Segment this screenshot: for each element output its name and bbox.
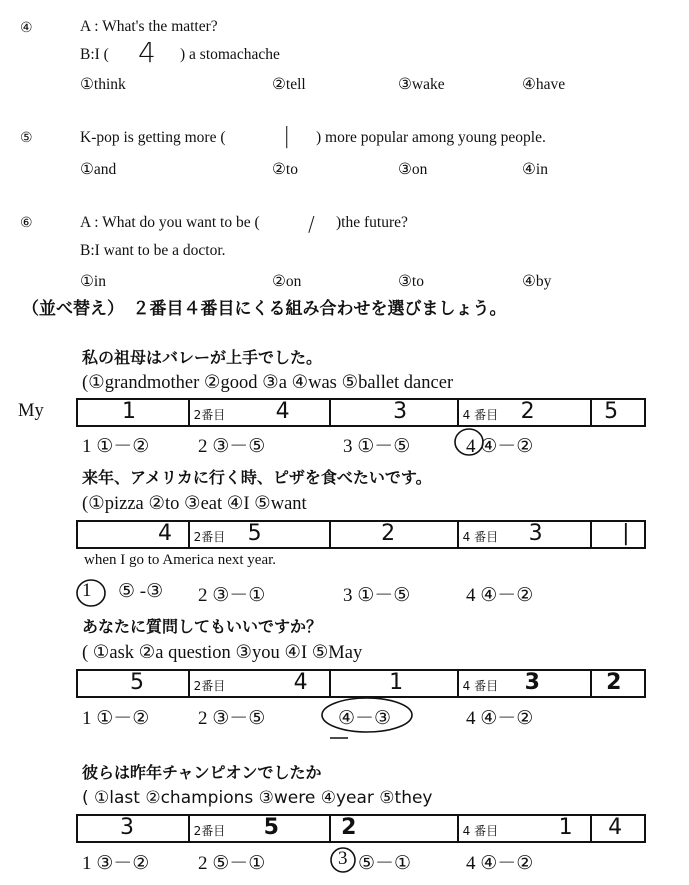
option-4: ④have <box>522 76 566 93</box>
handwritten-answer: 5 <box>263 815 279 840</box>
handwritten-answer: 2 <box>381 521 396 546</box>
handwritten-answer: 5 <box>604 399 619 424</box>
handwritten-answer: 4 <box>275 399 290 424</box>
question-line-b-post: ) a stomachache <box>180 46 280 63</box>
option-2: ②to <box>272 161 298 178</box>
handwritten-answer: 4 <box>608 815 623 840</box>
answer-circle-mark <box>455 429 483 455</box>
choice-3: ④－③ <box>338 708 392 729</box>
option-3: ③to <box>398 273 424 290</box>
handwritten-answer: 5 <box>247 521 262 546</box>
question-number: ⑤ <box>20 131 33 146</box>
section-title: （並べ替え） ２番目４番目にくる組み合わせを選びましょう。 <box>22 299 507 319</box>
handwritten-answer: 1 <box>122 399 136 424</box>
handwritten-answer: 2 <box>520 399 535 424</box>
word-bank: ( ①last ②champions ③were ④year ⑤they <box>82 788 433 808</box>
question-text-pre: K-pop is getting more ( <box>80 129 226 146</box>
answer-circle-mark <box>331 848 355 872</box>
question-text-post: ) more popular among young people. <box>316 129 546 146</box>
option-3: ③wake <box>398 76 445 93</box>
handwritten-answer: 3 <box>524 670 540 695</box>
word-bank: ( ①ask ②a question ③you ④I ⑤May <box>82 643 363 663</box>
word-bank: (①grandmother ②good ③a ④was ⑤ballet dancer <box>82 373 454 393</box>
choice-4: 4 ④－② <box>466 436 534 457</box>
answer-circle-mark <box>77 580 105 606</box>
japanese-sentence: 来年、アメリカに行く時、ピザを食べたいです。 <box>82 468 432 487</box>
question-line-b: B:I want to be a doctor. <box>80 242 226 259</box>
handwritten-answer: 2 <box>606 670 622 695</box>
question-line-b-pre: B:I ( <box>80 46 109 63</box>
handwritten-answer: 3 <box>528 521 543 546</box>
word-bank: (①pizza ②to ③eat ④I ⑤want <box>82 494 307 514</box>
choice-2: 2 ⑤－① <box>198 853 266 874</box>
option-2: ②tell <box>272 76 306 93</box>
option-4: ④by <box>522 273 552 290</box>
choice-4: 4 ④－② <box>466 708 534 729</box>
position-label: 2番目 <box>193 408 226 422</box>
question-line-a: A : What's the matter? <box>80 18 218 35</box>
choice-1-text: ⑤ -③ <box>118 581 164 602</box>
handwritten-answer: 2 <box>341 815 357 840</box>
handwritten-answer: 1 <box>389 670 404 695</box>
option-1: ①think <box>80 76 126 93</box>
choice-1: 1 ③－② <box>82 853 150 874</box>
handwritten-answer: 3 <box>120 815 134 840</box>
option-2: ②on <box>272 273 302 290</box>
choice-4: 4 ④－② <box>466 853 534 874</box>
position-label: 4 番目 <box>462 679 499 693</box>
choice-2: 2 ③－① <box>198 585 266 606</box>
choice-3: 3 ①－⑤ <box>343 585 411 606</box>
question-text-post: )the future? <box>336 214 408 231</box>
choice-2: 2 ③－⑤ <box>198 708 266 729</box>
handwritten-answer: 4 <box>293 670 308 695</box>
choice-3-number: 3 <box>338 848 348 869</box>
position-label: 2番目 <box>193 679 226 693</box>
choice-1: 1 ①－② <box>82 708 150 729</box>
handwritten-answer: | <box>283 124 291 149</box>
option-1: ①and <box>80 161 117 178</box>
handwritten-answer: / <box>308 212 315 236</box>
choice-1: 1 <box>82 580 92 601</box>
handwritten-answer: | <box>622 521 630 546</box>
sentence-prefix: My <box>18 401 44 421</box>
sentence-suffix: when I go to America next year. <box>84 552 277 568</box>
answer-circle-mark <box>322 698 412 732</box>
handwritten-answer: 4 <box>158 521 172 546</box>
option-4: ④in <box>522 161 548 178</box>
choice-4: 4 ④－② <box>466 585 534 606</box>
handwritten-answer: 1 <box>558 815 573 840</box>
japanese-sentence: あなたに質問してもいいですか？ <box>82 617 323 636</box>
position-label: 4 番目 <box>462 530 499 544</box>
position-label: 4 番目 <box>462 824 499 838</box>
position-label: 4 番目 <box>462 408 499 422</box>
position-label: 2番目 <box>193 530 226 544</box>
question-number: ⑥ <box>20 216 33 231</box>
choice-3: 3 ①－⑤ <box>343 436 411 457</box>
option-3: ③on <box>398 161 428 178</box>
japanese-sentence: 彼らは昨年チャンピオンでしたか <box>82 763 322 782</box>
handwritten-answer: 5 <box>130 670 144 695</box>
choice-2: 2 ③－⑤ <box>198 436 266 457</box>
handwritten-answer: 3 <box>393 399 408 424</box>
handwritten-answer: 4 <box>138 36 156 69</box>
question-number: ④ <box>20 21 33 36</box>
question-text-pre: A : What do you want to be ( <box>80 214 260 231</box>
choice-1: 1 ①－② <box>82 436 150 457</box>
position-label: 2番目 <box>193 824 226 838</box>
option-1: ①in <box>80 273 106 290</box>
japanese-sentence: 私の祖母はバレーが上手でした。 <box>82 348 323 367</box>
choice-3: ⑤－① <box>358 853 412 874</box>
